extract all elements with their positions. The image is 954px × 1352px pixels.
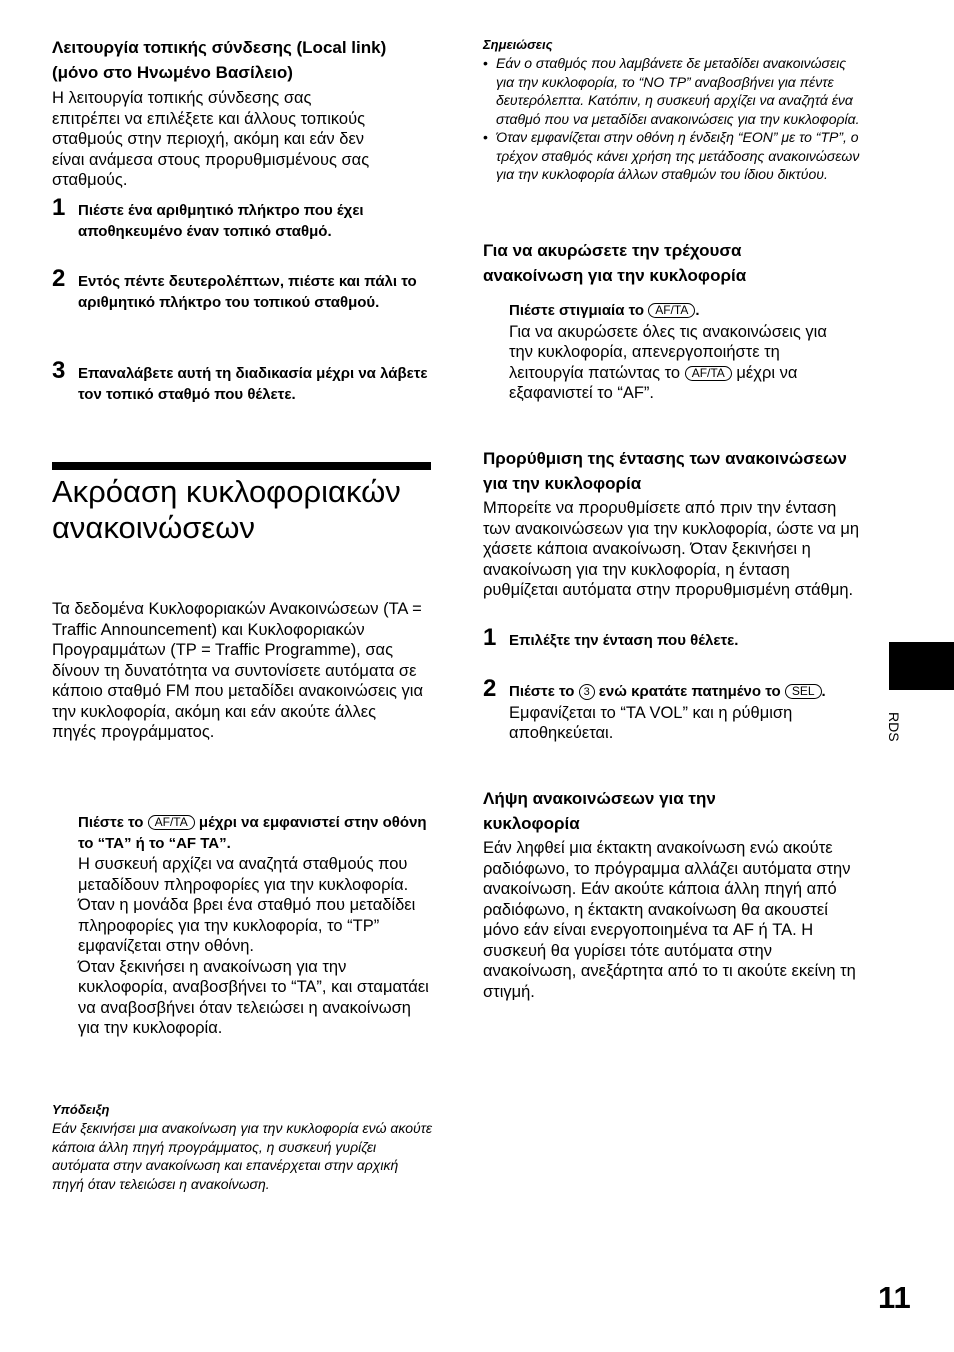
notes-title: Σημειώσεις (483, 37, 553, 52)
step-text (509, 682, 869, 703)
hint-text: Εάν ξεκινήσει μια ανακοίνωση για την κυκλοφορία ενώ ακούτε κάποια άλλη πηγή προγράμματος, η συσκευή γυρίζει αυτόματα στην ανακοίνωση και επανέρχεται στην αρχική πηγή όταν τελειώσει η ανακοίνωση. (52, 1120, 433, 1192)
local-link-step-1 (52, 194, 434, 242)
af-ta-button-2: AF/TA (685, 366, 732, 381)
instruction-rest: μέχρι να εμφανιστεί στην οθόνη το “TA” ή το “AF TA”. (78, 814, 427, 852)
cancel-press: Πιέστε στιγμιαία το (509, 302, 645, 319)
step-number: 3 (52, 357, 66, 384)
ta-instruction (78, 813, 436, 1039)
step-number: 2 (52, 265, 66, 292)
section-tab-label (880, 712, 910, 752)
step2-period: . (821, 683, 826, 700)
preset-volume-intro: Μπορείτε να προρυθμίσετε από πριν την ένταση των ανακοινώσεων για την κυκλοφορία, ώστε να μη χάσετε κάποια ανακοίνωση. Όταν ξεκινήσει η ανακοίνωση για την κυκλοφορία, η ένταση ρυθμίζεται αυτόματα στην προρυθμισμένη στάθμη. (483, 499, 860, 599)
step-number: 1 (52, 194, 66, 221)
local-link-title: Λειτουργία τοπικής σύνδεσης (Local link) (μόνο στο Ηνωμένο Βασίλειο) (52, 38, 387, 82)
ta-instruction-line (78, 813, 436, 854)
af-ta-button: AF/TA (148, 815, 195, 830)
cancel-title: Για να ακυρώσετε την τρέχουσα ανακοίνωση για την κυκλοφορία (483, 241, 747, 285)
step-number: 2 (483, 675, 497, 702)
cancel-instruction (509, 301, 839, 404)
hint-block (52, 1101, 434, 1193)
ta-intro: Τα δεδομένα Κυκλοφοριακών Ανακοινώσεων (TA = Traffic Announcement) και Κυκλοφοριακών Προγραμμάτων (TP = Traffic Programme), σας δίνουν τη δυνατότητα να συντονίσετε αυτόματα σε κάποιο σταθμό FM που μεταδίδει ανακοινώσεις για την κυκλοφορία, ακόμη και εάν ακούτε άλλες πηγές προγράμματος. (52, 600, 424, 741)
cancel-detail-b: μέχρι να εξαφανιστεί το “AF”. (509, 363, 798, 402)
preset-volume-step-1 (483, 624, 869, 652)
tab-label-text: RDS (886, 712, 902, 742)
section-divider (52, 462, 431, 470)
step-text: Επιλέξτε την ένταση που θέλετε. (509, 632, 739, 649)
ta-instruction-detail-1: Η συσκευή αρχίζει να αναζητά σταθμούς που μεταδίδουν πληροφορίες για την κυκλοφορία. Όταν η μονάδα βρει ένα σταθμό που μεταδίδει πληροφορίες για την κυκλοφορία, το “TP” εμφανίζεται στην οθόνη. (78, 855, 416, 955)
emergency-title: Λήψη ανακοινώσεων για την κυκλοφορία (483, 789, 716, 833)
note-text: Όταν εμφανίζεται στην οθόνη η ένδειξη “EON” με το “TP”, ο τρέχον σταθμός κάνει χρήση της μετάδοσης ανακοινώσεων για την κυκλοφορία άλλων σταθμών του ίδιου δικτύου. (496, 129, 860, 182)
step2-detail: Εμφανίζεται το “TA VOL” και η ρύθμιση αποθηκεύεται. (509, 703, 793, 742)
cancel-detail-a: Για να ακυρώσετε όλες τις ανακοινώσεις για την κυκλοφορία, απενεργοποιήστε τη λειτουργία πατώντας το (509, 322, 827, 382)
step-text: Επαναλάβετε αυτή τη διαδικασία μέχρι να λάβετε τον τοπικό σταθμό που θέλετε. (78, 365, 428, 403)
ta-instruction-detail-2: Όταν ξεκινήσει η ανακοίνωση για την κυκλοφορία, αναβοσβήνει το “TA”, και σταματάει να αναβοσβήνει όταν τελειώσει η ανακοίνωση για την κυκλοφορία. (78, 957, 429, 1037)
preset-volume-step-2 (483, 675, 869, 744)
bullet-icon: • (483, 55, 488, 71)
button-3: 3 (579, 684, 595, 700)
section-title: Ακρόαση κυκλοφοριακών ανακοινώσεων (52, 474, 401, 545)
bullet-icon: • (483, 129, 488, 145)
step2-hold: ενώ κρατάτε πατημένο το (598, 683, 781, 700)
note-item-1 (483, 54, 867, 128)
hint-title: Υπόδειξη (52, 1102, 110, 1117)
step-text: Εντός πέντε δευτερολέπτων, πιέστε και πάλι το αριθμητικό πλήκτρο του τοπικού σταθμού. (78, 273, 417, 311)
note-item-2 (483, 128, 867, 184)
step-number: 1 (483, 624, 497, 651)
sel-button: SEL (785, 684, 822, 699)
cancel-detail (509, 322, 839, 404)
section-tab-marker (889, 642, 954, 690)
local-link-step-2 (52, 265, 434, 313)
local-link-intro: Η λειτουργία τοπικής σύνδεσης σας επιτρέπει να επιλέξετε και άλλους τοπικούς σταθμούς στην περιοχή, ακόμη και εάν δεν είναι ανάμεσα στους προρυθμισμένους σας σταθμούς. (52, 89, 370, 189)
af-ta-button: AF/TA (648, 303, 695, 318)
notes-block (483, 36, 867, 184)
note-text: Εάν ο σταθμός που λαμβάνετε δε μεταδίδει ανακοινώσεις για την κυκλοφορία, το “NO TP” αναβοσβήνει για πέντε δευτερόλεπτα. Κατόπιν, η συσκευή αρχίζει να αναζητά ένα σταθμό που να μεταδίδει ανακοινώσεις για την κυκλοφορία. (496, 55, 860, 127)
cancel-press-line (509, 301, 839, 322)
emergency-text: Εάν ληφθεί μια έκτακτη ανακοίνωση ενώ ακούτε ραδιόφωνο, το πρόγραμμα αλλάζει αυτόματα στην ανακοίνωση. Εάν ακούτε κάποια άλλη πηγή από ραδιόφωνο, η έκτακτη ανακοίνωση θα ακουστεί μόνο εάν είναι ενεργοποιημένα τα AF ή TA. Η συσκευή θα γυρίσει τότε αυτόματα στην ανακοίνωση, ανεξάρτητα από το τι ακούτε εκείνη τη στιγμή. (483, 839, 856, 1001)
step2-press: Πιέστε το (509, 683, 575, 700)
cancel-period: . (695, 302, 700, 319)
page-number: 11 (878, 1280, 911, 1315)
instruction-press: Πιέστε το (78, 814, 144, 831)
local-link-step-3 (52, 357, 434, 405)
step-text: Πιέστε ένα αριθμητικό πλήκτρο που έχει αποθηκευμένο έναν τοπικό σταθμό. (78, 202, 364, 240)
preset-volume-title: Προρύθμιση της έντασης των ανακοινώσεων για την κυκλοφορία (483, 449, 847, 493)
